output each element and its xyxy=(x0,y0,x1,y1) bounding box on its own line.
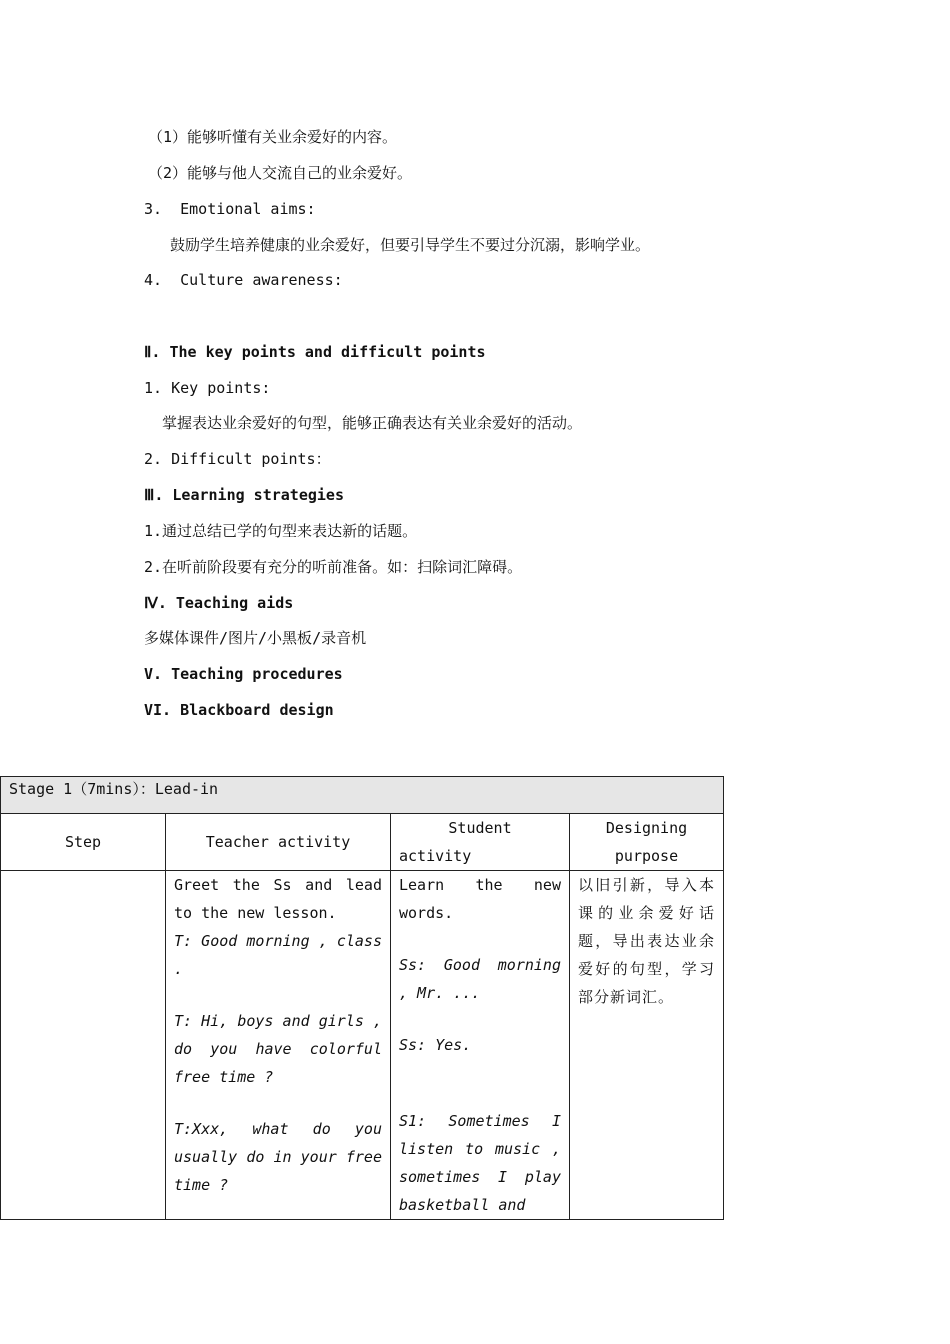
objective-2: （2）能够与他人交流自己的业余爱好。 xyxy=(148,164,413,182)
section-5-heading: V. Teaching procedures xyxy=(144,665,343,683)
difficult-points-heading: 2. Difficult points： xyxy=(144,450,331,468)
header-teacher-activity: Teacher activity xyxy=(166,814,391,871)
header-purpose-line-2: purpose xyxy=(614,847,679,865)
section-4-heading: Ⅳ. Teaching aids xyxy=(144,594,294,612)
header-step: Step xyxy=(1,814,166,871)
header-student-activity xyxy=(391,814,570,871)
teacher-greet: Greet the Ss and lead to the new lesson. xyxy=(174,876,382,922)
purpose-text: 以旧引新，导入本课的业余爱好话题，导出表达业余爱好的句型，学习部分新词汇。 xyxy=(578,876,716,1006)
stage-title: Stage 1（7mins）：Lead-in xyxy=(1,777,724,814)
teacher-line-good-morning: T: Good morning , class . xyxy=(174,932,382,978)
student-line-yes: Ss: Yes. xyxy=(399,1036,472,1054)
key-points-text: 掌握表达业余爱好的句型，能够正确表达有关业余爱好的活动。 xyxy=(162,414,583,432)
section-2-heading: Ⅱ. The key points and difficult points xyxy=(144,343,486,361)
strategy-2: 2.在听前阶段要有充分的听前准备。如：扫除词汇障碍。 xyxy=(144,558,523,576)
key-points-heading: 1. Key points: xyxy=(144,379,271,397)
step-cell xyxy=(1,871,166,1220)
section-6-heading: VI. Blackboard design xyxy=(144,701,334,719)
teacher-activity-cell xyxy=(166,871,391,1220)
header-purpose-line-1: Designing xyxy=(605,819,688,837)
objective-1: （1）能够听懂有关业余爱好的内容。 xyxy=(148,128,398,146)
teacher-line-free-time: T: Hi, boys and girls , do you have colorful free time ? xyxy=(174,1012,382,1086)
student-activity-cell xyxy=(391,871,570,1220)
header-designing-purpose xyxy=(570,814,724,871)
student-line-s1-answer: S1: Sometimes I listen to music , sometimes I play basketball and xyxy=(399,1112,561,1214)
student-learn-words: Learn the new words. xyxy=(399,876,561,922)
lesson-stage-table xyxy=(0,776,724,1220)
teacher-line-what-do-you-do: T:Xxx, what do you usually do in your free time ? xyxy=(174,1120,382,1194)
teaching-aids-text: 多媒体课件/图片/小黑板/录音机 xyxy=(144,629,367,647)
strategy-1: 1.通过总结已学的句型来表达新的话题。 xyxy=(144,522,418,540)
section-3-heading: Ⅲ. Learning strategies xyxy=(144,486,344,504)
designing-purpose-cell xyxy=(570,871,724,1220)
student-line-good-morning: Ss: Good morning , Mr. ... xyxy=(399,956,561,1002)
header-student-line-2: activity xyxy=(399,847,472,865)
emotional-aims-text: 鼓励学生培养健康的业余爱好，但要引导学生不要过分沉溺，影响学业。 xyxy=(170,236,651,254)
culture-awareness-heading: 4. Culture awareness: xyxy=(144,271,343,289)
header-student-line-1: Student xyxy=(448,819,512,837)
emotional-aims-heading: 3. Emotional aims: xyxy=(144,200,316,218)
